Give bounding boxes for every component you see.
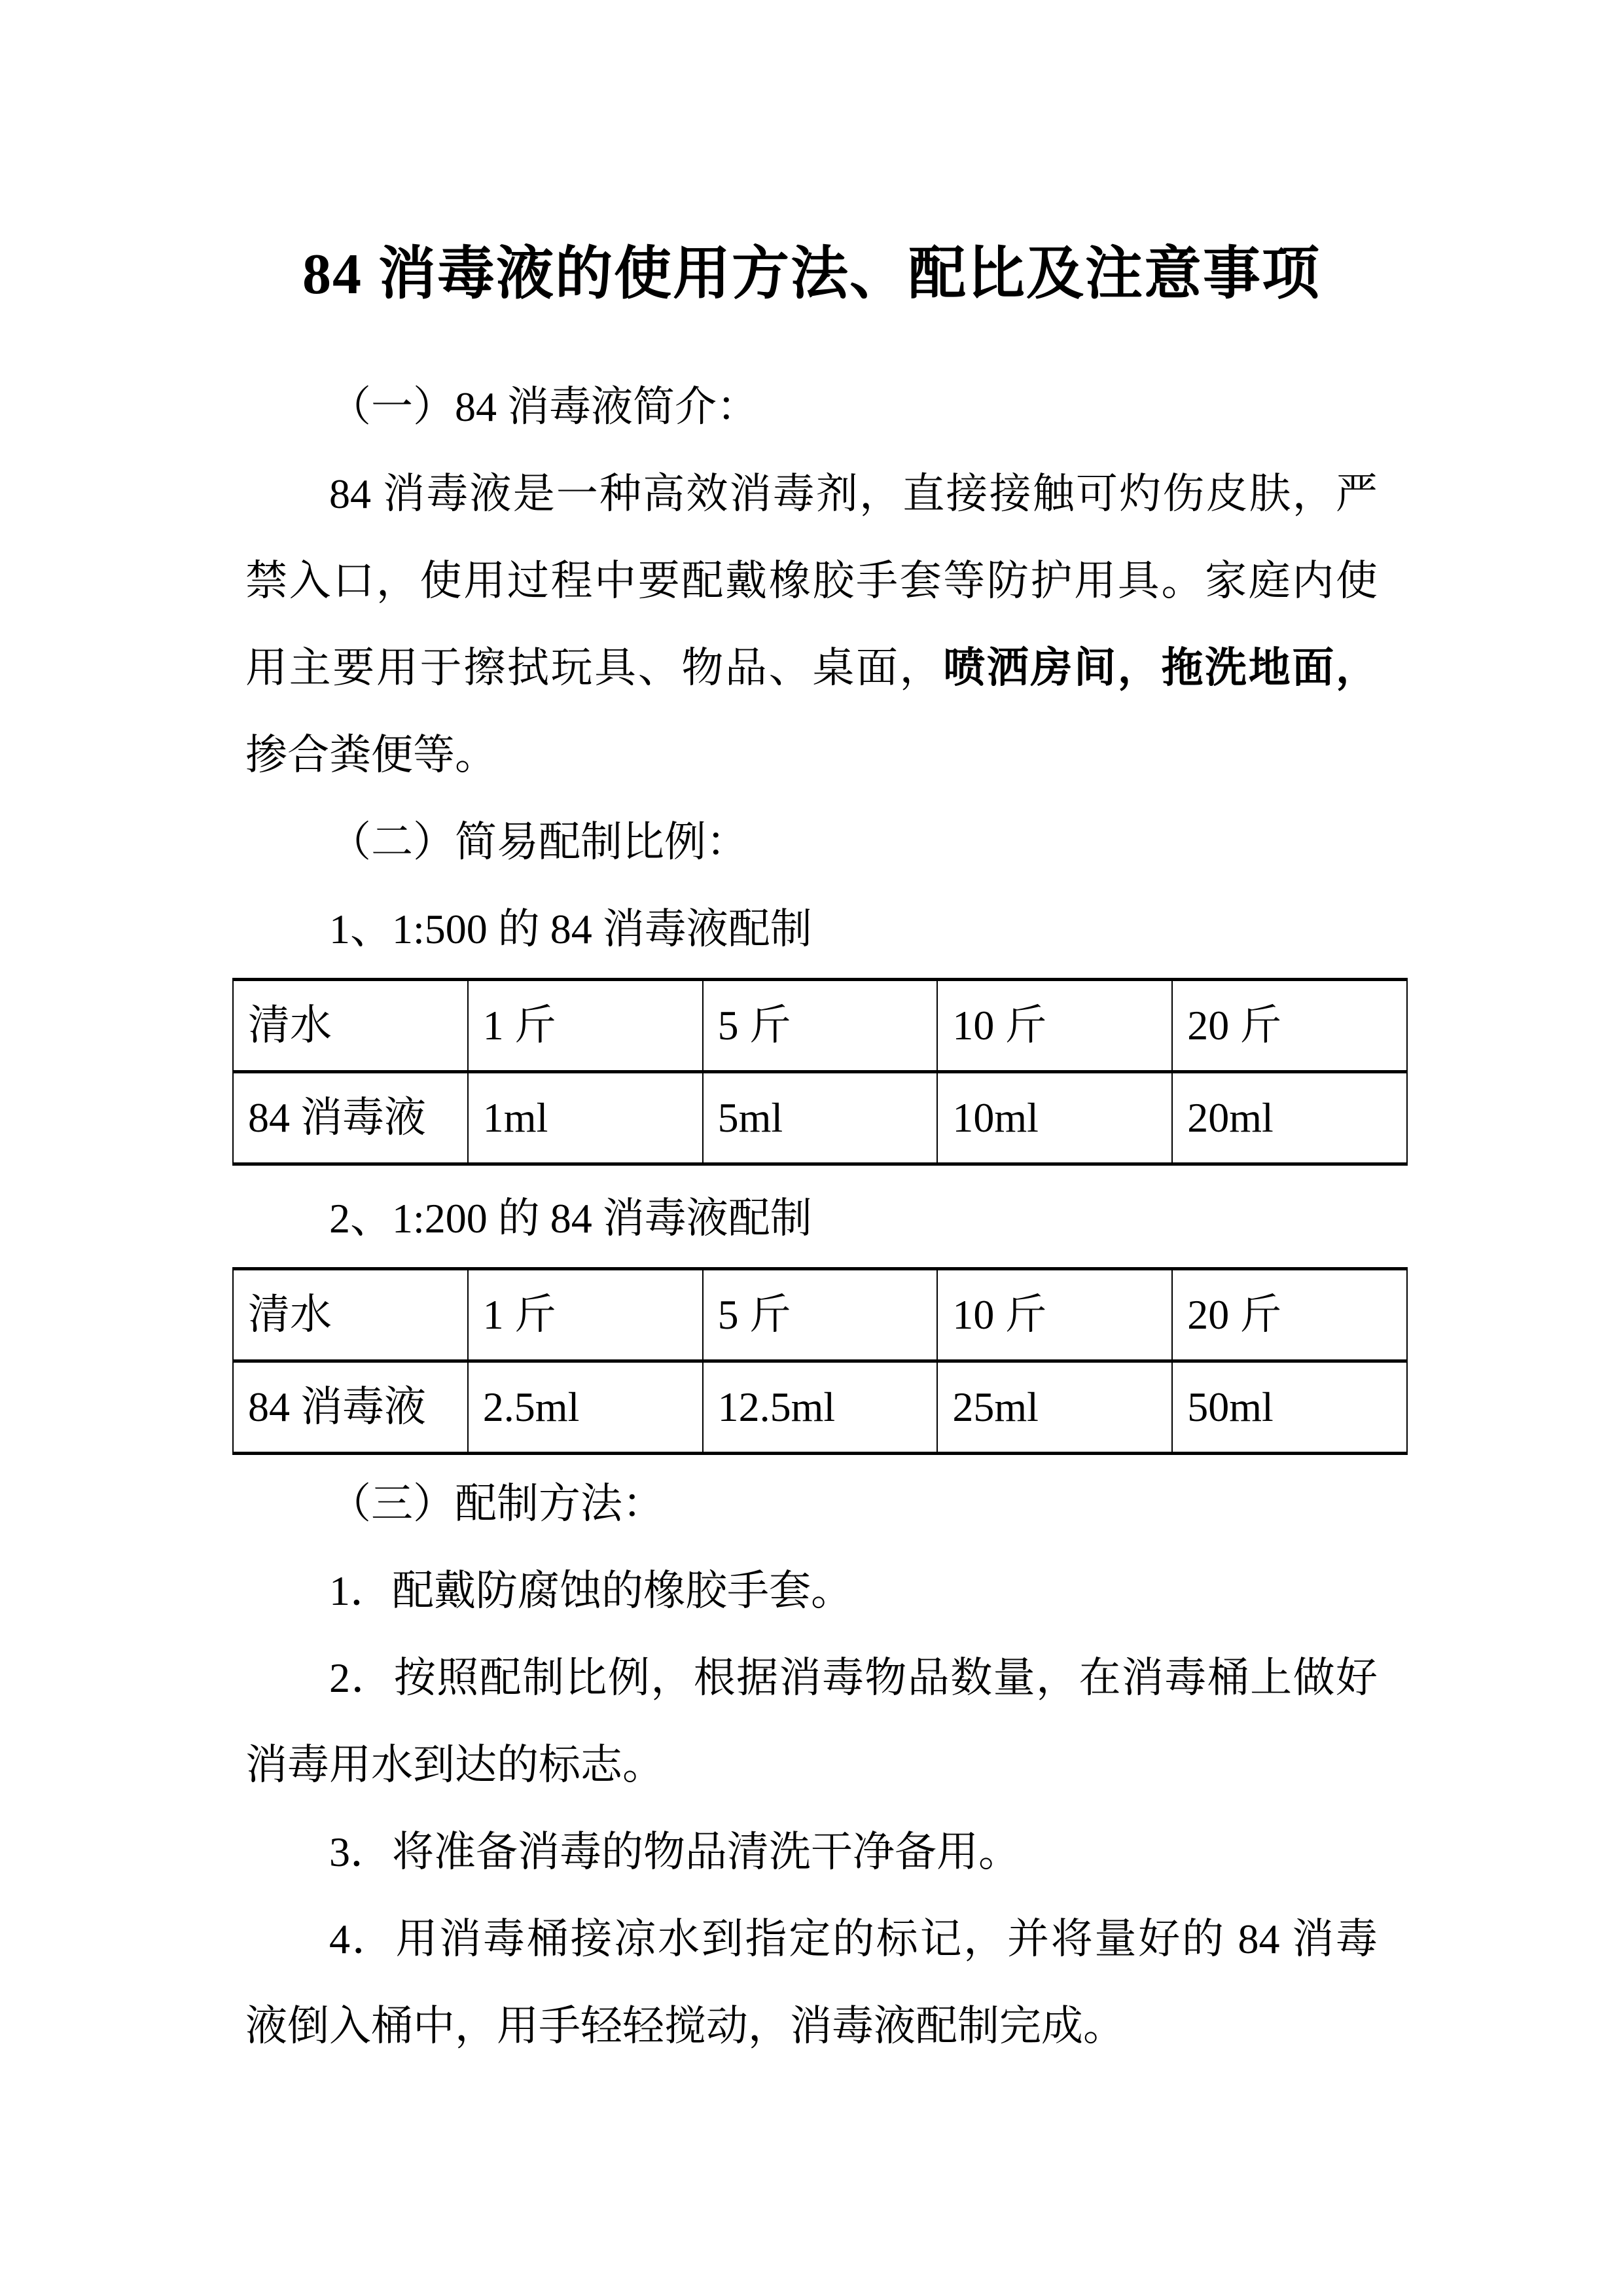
table-cell: 20 斤 (1172, 980, 1407, 1072)
intro-line-2: 禁入口，使用过程中要配戴橡胶手套等防护用具。家庭内使 (245, 558, 1378, 604)
table-row (233, 980, 1407, 1072)
table-cell: 1 斤 (468, 980, 703, 1072)
table-cell: 50ml (1172, 1361, 1407, 1454)
method-step-3: 3．将准备消毒的物品清洗干净备用。 (329, 1829, 1020, 1875)
dilution-table-1-500 (232, 978, 1408, 1166)
section2-heading: （二）简易配制比例： (329, 819, 748, 865)
intro-line-3 (245, 624, 1378, 711)
intro-line-1: 84 消毒液是一种高效消毒剂，直接接触可灼伤皮肤，严 (329, 471, 1378, 517)
table-cell: 84 消毒液 (233, 1361, 468, 1454)
table-cell: 5ml (703, 1072, 938, 1164)
table-cell: 1 斤 (468, 1269, 703, 1361)
table-cell: 1ml (468, 1072, 703, 1164)
table-cell: 10 斤 (937, 1269, 1172, 1361)
table-row (233, 1361, 1407, 1454)
table-cell: 清水 (233, 980, 468, 1072)
intro-paragraph (245, 450, 1378, 798)
document-title: 84 消毒液的使用方法、配比及注意事项 (302, 243, 1321, 306)
method-step-4-line-2: 液倒入桶中，用手轻轻搅动，消毒液配制完成。 (245, 2003, 1125, 2049)
method-step-2-line-2: 消毒用水到达的标志。 (245, 1742, 664, 1788)
table-cell: 5 斤 (703, 1269, 938, 1361)
method-steps (245, 1547, 1378, 2070)
method-step-4-line-1: 4．用消毒桶接凉水到指定的标记，并将量好的 84 消毒 (329, 1916, 1378, 1962)
intro-line-3-regular: 用主要用于擦拭玩具、物品、桌面， (245, 645, 944, 691)
section3-heading: （三）配制方法： (329, 1480, 664, 1527)
table-cell: 清水 (233, 1269, 468, 1361)
table-cell: 5 斤 (703, 980, 938, 1072)
table-row (233, 1269, 1407, 1361)
table-cell: 10ml (937, 1072, 1172, 1164)
document-content (0, 236, 1623, 2070)
table-cell: 20 斤 (1172, 1269, 1407, 1361)
table-cell: 12.5ml (703, 1361, 938, 1454)
table-row (233, 1072, 1407, 1164)
method-step-1: 1．配戴防腐蚀的橡胶手套。 (329, 1568, 853, 1614)
section1-heading: （一）84 消毒液简介： (329, 384, 758, 430)
intro-line-4: 掺合粪便等。 (245, 732, 497, 778)
dilution-table-1-200 (232, 1267, 1408, 1455)
table2-caption: 2、1:200 的 84 消毒液配制 (329, 1195, 812, 1242)
table-cell: 84 消毒液 (233, 1072, 468, 1164)
table-cell: 20ml (1172, 1072, 1407, 1164)
table-cell: 25ml (937, 1361, 1172, 1454)
table-cell: 2.5ml (468, 1361, 703, 1454)
table1-caption: 1、1:500 的 84 消毒液配制 (329, 906, 812, 952)
intro-line-3-bold-emphasis: 喷洒房间，拖洗地面， (943, 645, 1378, 691)
table-cell: 10 斤 (937, 980, 1172, 1072)
method-step-2-line-1: 2．按照配制比例，根据消毒物品数量，在消毒桶上做好 (329, 1655, 1378, 1701)
